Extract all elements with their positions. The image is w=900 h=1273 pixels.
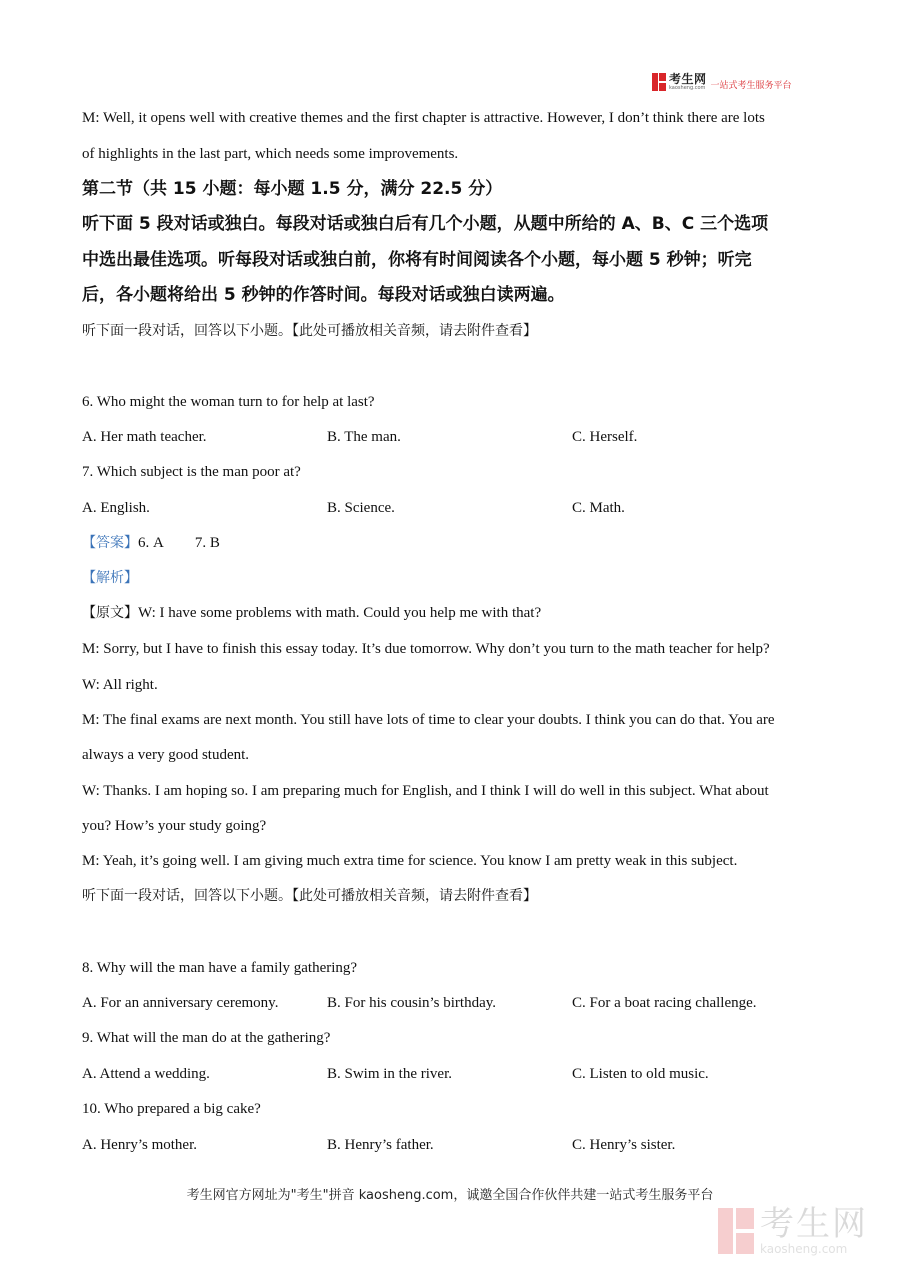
answer-line bbox=[82, 536, 220, 551]
dialog-line: of highlights in the last part, which needs some improvements. bbox=[82, 146, 459, 162]
answer-tag: 【答案】 bbox=[82, 535, 138, 551]
analysis-tag: 【解析】 bbox=[82, 570, 138, 586]
analysis-line bbox=[82, 571, 138, 586]
transcript-line: M: The final exams are next month. You still have lots of time to clear your doubts. I think you can do that. You are bbox=[82, 712, 775, 728]
question-8: 8. Why will the man have a family gathering? bbox=[82, 960, 358, 976]
q9-option-c[interactable]: C. Listen to old music. bbox=[572, 1066, 709, 1082]
audio-prompt: 听下面一段对话，回答以下小题。【此处可播放相关音频，请去附件查看】 bbox=[82, 888, 537, 904]
q6-option-b[interactable]: B. The man. bbox=[327, 429, 401, 445]
q9-option-a[interactable]: A. Attend a wedding. bbox=[82, 1066, 210, 1082]
q8-option-b[interactable]: B. For his cousin’s birthday. bbox=[327, 995, 497, 1011]
kaosheng-logo-icon bbox=[652, 73, 666, 91]
section-instruction: 听下面 5 段对话或独白。每段对话或独白后有几个小题，从题中所给的 A、B、C 三个选项 bbox=[82, 214, 769, 234]
q6-option-a[interactable]: A. Her math teacher. bbox=[82, 429, 207, 445]
question-9: 9. What will the man do at the gathering? bbox=[82, 1030, 331, 1046]
dialog-line: M: Well, it opens well with creative themes and the first chapter is attractive. However, I don’t think there are lots bbox=[82, 110, 765, 126]
question-10: 10. Who prepared a big cake? bbox=[82, 1101, 261, 1117]
question-6: 6. Who might the woman turn to for help at last? bbox=[82, 394, 375, 410]
q10-option-a[interactable]: A. Henry’s mother. bbox=[82, 1137, 197, 1153]
q7-option-c[interactable]: C. Math. bbox=[572, 500, 625, 516]
q8-option-c[interactable]: C. For a boat racing challenge. bbox=[572, 995, 757, 1011]
q8-option-a[interactable]: A. For an anniversary ceremony. bbox=[82, 995, 279, 1011]
transcript-line: W: All right. bbox=[82, 677, 158, 693]
answer-6: 6. A bbox=[138, 535, 164, 551]
transcript-line: you? How’s your study going? bbox=[82, 818, 267, 834]
page-footer: 考生网官方网址为"考生"拼音 kaosheng.com，诚邀全国合作伙伴共建一站式考生服务平台 bbox=[186, 1188, 714, 1203]
transcript-line: M: Sorry, but I have to finish this essay today. It’s due tomorrow. Why don’t you turn to the math teacher for help? bbox=[82, 641, 770, 657]
logo-name: 考生网 bbox=[669, 72, 707, 86]
q6-option-c[interactable]: C. Herself. bbox=[572, 429, 638, 445]
transcript-line: 【原文】W: I have some problems with math. Could you help me with that? bbox=[82, 605, 542, 621]
watermark bbox=[718, 1204, 868, 1256]
transcript-line: W: Thanks. I am hoping so. I am preparing much for English, and I think I will do well in this subject. What about bbox=[82, 783, 769, 799]
watermark-domain: kaosheng.com bbox=[760, 1242, 848, 1256]
logo-domain: kaosheng.com bbox=[669, 85, 706, 91]
watermark-name: 考生网 bbox=[760, 1204, 868, 1244]
question-7: 7. Which subject is the man poor at? bbox=[82, 464, 301, 480]
q7-option-a[interactable]: A. English. bbox=[82, 500, 150, 516]
transcript-line: M: Yeah, it’s going well. I am giving much extra time for science. You know I am pretty weak in this subject. bbox=[82, 853, 738, 869]
answer-7: 7. B bbox=[194, 535, 220, 551]
audio-prompt: 听下面一段对话，回答以下小题。【此处可播放相关音频，请去附件查看】 bbox=[82, 323, 537, 339]
q9-option-b[interactable]: B. Swim in the river. bbox=[327, 1066, 452, 1082]
section-title: 第二节（共 15 小题：每小题 1.5 分，满分 22.5 分） bbox=[82, 179, 503, 199]
logo-slogan: 一站式考生服务平台 bbox=[710, 80, 792, 91]
q7-option-b[interactable]: B. Science. bbox=[327, 500, 395, 516]
kaosheng-watermark-icon bbox=[718, 1208, 754, 1254]
transcript-line: always a very good student. bbox=[82, 747, 250, 763]
original-tag: 【原文】 bbox=[82, 605, 138, 621]
header-logo[interactable] bbox=[652, 73, 792, 91]
q10-option-c[interactable]: C. Henry’s sister. bbox=[572, 1137, 676, 1153]
q10-option-b[interactable]: B. Henry’s father. bbox=[327, 1137, 434, 1153]
section-instruction: 后，各小题将给出 5 秒钟的作答时间。每段对话或独白读两遍。 bbox=[82, 285, 565, 305]
section-instruction: 中选出最佳选项。听每段对话或独白前，你将有时间阅读各个小题，每小题 5 秒钟；听完 bbox=[82, 250, 752, 270]
